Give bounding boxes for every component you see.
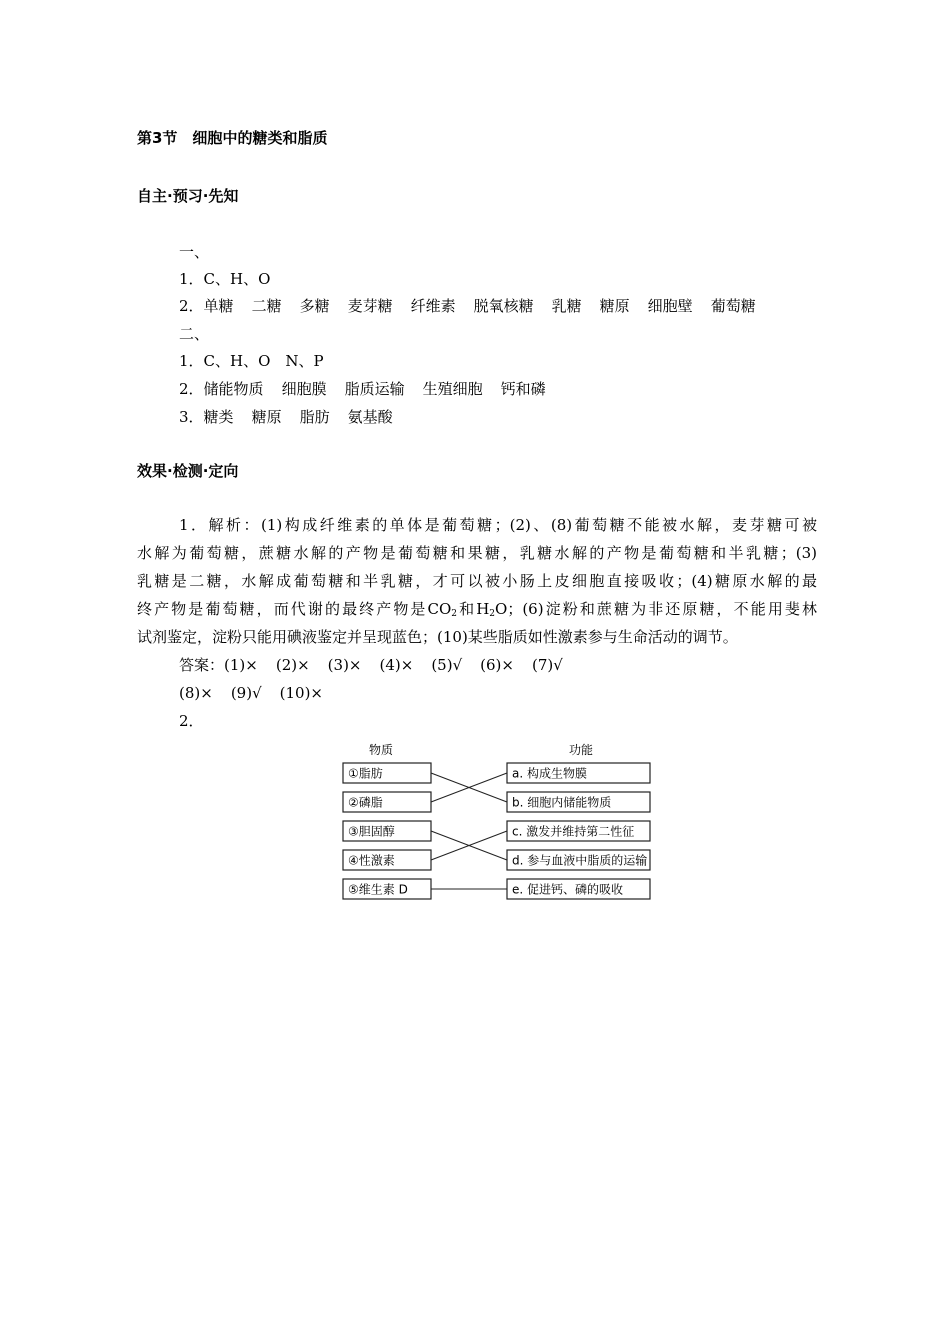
answer-key-row-1 (179, 655, 563, 675)
list-item: 葡萄糖 (710, 297, 756, 315)
substance-box (343, 879, 431, 899)
function-box-label: d. 参与血液中脂质的运输 (512, 853, 648, 868)
function-box (507, 792, 650, 812)
function-box (507, 763, 650, 783)
question-2-label: 2． (179, 712, 204, 730)
function-box-label: a. 构成生物膜 (512, 766, 587, 781)
analysis-line: 终产物是葡萄糖，而代谢的最终产物是$CO_2$和$H_2O$；(6)淀粉和蔗糖为非还原糖，不能用斐林 (137, 600, 817, 619)
list-item: 二糖 (251, 297, 282, 315)
answer-item-list (204, 408, 393, 426)
function-box-label: c. 激发并维持第二性征 (512, 824, 635, 839)
list-item: (7)√ (531, 656, 563, 674)
analysis-line: 乳糖是二糖，水解成葡萄糖和半乳糖，才可以被小肠上皮细胞直接吸收；(4)糖原水解的最 (137, 572, 817, 590)
section-heading-test: 效果·检测·定向 (137, 462, 239, 480)
list-item: 单糖 (203, 297, 234, 315)
list-item: (3)× (327, 656, 362, 674)
substance-box-label: ⑤维生素 D (348, 882, 408, 897)
answer-line-4 (179, 379, 546, 399)
answer-line-3 (179, 351, 324, 371)
item-number: 1． (179, 270, 204, 288)
list-item: 多糖 (299, 297, 330, 315)
item-number: 2． (179, 380, 204, 398)
answer-key-list (224, 656, 563, 674)
list-item: 脂肪 (299, 408, 330, 426)
function-box (507, 879, 650, 899)
list-item: 生殖细胞 (422, 380, 483, 398)
section-heading-preview: 自主·预习·先知 (137, 187, 239, 205)
list-item: 纤维素 (410, 297, 456, 315)
matching-diagram (330, 736, 670, 906)
diagram-right-header: 功能 (568, 743, 594, 757)
answer-item-list (204, 380, 546, 398)
list-item: 脂质运输 (344, 380, 405, 398)
list-item: (5)√ (431, 656, 463, 674)
list-item: 糖原 (251, 408, 282, 426)
function-box-label: b. 细胞内储能物质 (512, 795, 612, 810)
answer-text: C、H、O N、P (203, 352, 324, 370)
list-item: 储能物质 (203, 380, 264, 398)
list-item: 脱氧核糖 (473, 297, 534, 315)
list-item: 糖原 (599, 297, 630, 315)
list-item: (1)× (224, 656, 258, 674)
analysis-line: 1．解析：(1)构成纤维素的单体是葡萄糖；(2)、(8)葡萄糖不能被水解，麦芽糖可被 (179, 516, 817, 534)
analysis-line: 水解为葡萄糖，蔗糖水解的产物是葡萄糖和果糖，乳糖水解的产物是葡萄糖和半乳糖；(3) (137, 544, 817, 562)
answer-line-2 (179, 296, 756, 316)
answer-line-5 (179, 407, 393, 427)
answer-line-1 (179, 269, 270, 289)
substance-box-label: ②磷脂 (348, 795, 383, 810)
list-item: 细胞壁 (647, 297, 693, 315)
substance-box-label: ③胆固醇 (348, 824, 395, 839)
analysis-line: 试剂鉴定，淀粉只能用碘液鉴定并呈现蓝色；(10)某些脂质如性激素参与生命活动的调节。 (137, 628, 738, 646)
substance-box (343, 821, 431, 841)
list-item: (6)× (480, 656, 514, 674)
page-title: 第3节 细胞中的糖类和脂质 (137, 129, 328, 147)
answer-key-list (179, 684, 323, 702)
answer-key-row-2 (179, 683, 323, 703)
substance-box-label: ④性激素 (348, 853, 395, 868)
part-one-label: 一、 (179, 243, 210, 261)
substance-box (343, 850, 431, 870)
item-number: 1． (179, 352, 204, 370)
substance-box (343, 763, 431, 783)
list-item: (2)× (275, 656, 310, 674)
diagram-left-header: 物质 (368, 743, 394, 757)
function-box (507, 850, 650, 870)
list-item: 麦芽糖 (347, 297, 393, 315)
answer-text: C、H、O (203, 270, 271, 288)
substance-box (343, 792, 431, 812)
list-item: (4)× (379, 656, 414, 674)
substance-box-label: ①脂肪 (348, 766, 383, 781)
list-item: 乳糖 (551, 297, 582, 315)
list-item: (9)√ (230, 684, 262, 702)
list-item: (8)× (179, 684, 213, 702)
list-item: 钙和磷 (500, 380, 546, 398)
function-box-label: e. 促进钙、磷的吸收 (512, 882, 624, 897)
list-item: 细胞膜 (281, 380, 327, 398)
part-two-label: 二、 (179, 325, 210, 343)
item-number: 3． (179, 408, 204, 426)
answer-label: 答案： (179, 656, 225, 674)
function-box (507, 821, 650, 841)
list-item: 糖类 (203, 408, 234, 426)
item-number: 2． (179, 297, 204, 315)
list-item: 氨基酸 (347, 408, 393, 426)
answer-item-list (204, 297, 756, 315)
list-item: (10)× (279, 684, 323, 702)
